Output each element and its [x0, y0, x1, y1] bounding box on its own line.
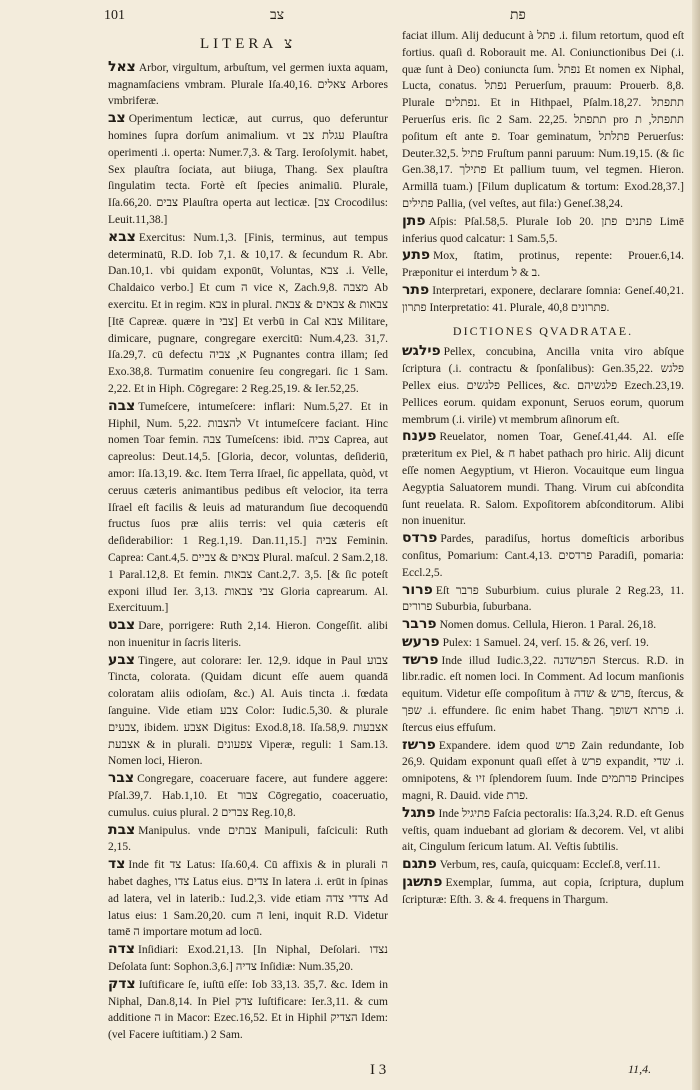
entry-headword: צבט [108, 617, 136, 634]
entry-text: Tingere, aut colorare: Ier. 12,9. idque in Paul צבוע Tincta, colorata. (Quidam dicunt eſſe auem quandā coloratam aliis odioſam, &c.) Al. Auis tincta .i. fœdata ſanguine. Vide etiam צבע Color: Iudic.5,30. & plurale צבעים, ibidem. אצבע Digitus: Exod.8,18. Iſa.58,9. אצבעות & אצבעת in plurali. צפעונים Viperæ, reguli: 1 Sam.13. Nomen loci, Hieron. [108, 654, 388, 768]
entry-headword: פרור [402, 581, 433, 598]
entry-text: Pardes, paradiſus, hortus domeſticis arboribus conſitus, Pomarium: Cant.4,13. פרדסים Paradiſi, pomaria: Eccl.2,5. [402, 533, 684, 579]
entry-text: Inſidiari: Exod.21,13. [In Niphal, Deſolari. נצדו Deſolata ſunt: Sophon.3,6.] צדיה Inſidiæ: Num.35,20. [108, 944, 388, 974]
entry-text: Operimentum lecticæ, aut currus, quo deferuntur homines ſupra dorſum animalium. vt עגלת צב Plauſtra operimenti .i. operta: Numer.7,3. & Targ. Ieroſolymit. habet, Sex plauſtra ſociata, aut biiuga, Thang. Sex plauſtra ſingulatim tecta. Fortè eſt ſpecies animaliū. Plurale, Iſa.66,20. צבים Plauſtra operta aut lecticæ. [צב Crocodilus: Leuit.11,38.] [108, 113, 388, 226]
entry-headword: צאל [108, 58, 136, 75]
entry-headword: פתע [402, 247, 431, 264]
entry-text: Tumeſcere, intumeſcere: inflari: Num.5,27. Et in Hiphil, Num. 5,22. להצבות Vt intumeſcere faciant. Hinc nomen Toar femin. צבה Tumeſcens: ibid. צביה Caprea, aut capreolus: Deut.14,5. [Gloria, decor, voluntas, deſideriū, amor: Iſa.13,19. &c. Item Terra Iſrael, ſic appellata, quòd, vt ceruus cæteris animantibus pedibus eſt velocior, ita terra Iſrael eſt facilis & leuis ad maturandum ſiue decoquendū fructus ſuos præ aliis terris: vel quia cæteris eſt deſiderabilior: 1 Reg.1,19. Dan.11,15.] צביה Feminin. Caprea: Cant.4,5. צבאים & צביים Plural. maſcul. 2 Sam.2,18. 1 Paral.12,8. Et femin. צבאות Cant.2,7. 3,5. [& ſic poteſt exponi illud Ier. 3,13. צבי צבאות Gloria caprearum. Al. Exercituum.] [108, 400, 389, 615]
dictionary-entry [108, 941, 388, 976]
dictionary-entry [402, 582, 684, 617]
dictionary-entry [108, 770, 388, 821]
dictionary-entry [108, 398, 388, 617]
dictionary-entry [108, 652, 388, 771]
signature-mark: I 3 [370, 1062, 387, 1078]
dictionary-entry [402, 874, 684, 909]
continuation-text: faciat illum. Alij deducunt à פתל .i. filum retortum, quod eſt fortius. quaſi d. Roborauit me. Al. Coniunctionibus Dei (.i. quæ ſunt à Deo) coniuncta ſum. נפתל Et nomen ex Niphal, Lucta, conatus. נפתל Peruerſum, prauum: Prouerb. 8,8. Plurale נפתלים. Et in Hithpael, Pſalm.18,27. תתפתל Peruerſus eris. ſic 2 Sam. 22,25. תתפתל pro תתפתל, ת poſitum eſt ante פ. Toar geminatum, פתלתל Peruerſus: Deuter.32,5. פתיל Fruſtum panni paruum: Num.19,15. (& ſic Gen.38,17. פתילך Et pallium tuum, vel tegmen. Hieron. Armillā tuam.) [Filum duplicatum & tortum: Exod.28,37.] פתילים Pallia, (vel veſtes, aut fila:) Geneſ.38,24. [402, 30, 685, 210]
entry-headword: צבע [108, 651, 136, 668]
entry-text: Expandere. idem quod פרש Zain redundante, Iob 26,9. Quidam exponunt quaſi eſſet à פרש expandit, שדי .i. omnipotens, & זיו ſplendorem ſuum. Inde פרתמים Principes magni, R. Dauid. vide פרת. [402, 739, 684, 803]
entry-headword: פילגש [402, 343, 441, 360]
entry-headword: פרעש [402, 633, 440, 650]
entry-text: Pulex: 1 Samuel. 24, verſ. 15. & 26, verſ. 19. [442, 636, 649, 649]
entry-text: Reuelator, nomen Toar, Geneſ.41,44. Al. eſſe præteritum ex Piel, & ח habet pathach pro hiric. Alij dicunt eſſe nomen Aegyptium, vt Hieron. Vocauitque eum lingua Aegyptia Saluatorem mundi. Thang. Virum cui abſcondita ſunt reuelata. R. Salom. Expoſitorem abſconditorum. Alibi non inuenitur. [402, 431, 684, 528]
entry-text: Arbor, virgultum, arbuſtum, vel germen iuxta aquam, magnamſaciens vmbram. Plurale Iſa.40,16. צאלים Arbores vmbriferæ. [108, 61, 388, 108]
entry-headword: פרבר [402, 616, 437, 633]
entry-text: Iuſtificare ſe, iuſtū eſſe: Iob 33,13. 35,7. &c. Idem in Niphal, Dan.8,14. In Piel צדק Iuſtificare: Ier.3,11. & cum additione ה in Macor: Ezec.16,52. Et in Hiphil הצדיק Idem: (vel Facere iuſtitiam.) 2 Sam. [108, 978, 389, 1042]
dictionary-entry [402, 247, 684, 282]
dictionary-entry [402, 213, 684, 248]
dictionary-entry [402, 343, 684, 428]
dictionary-entry [402, 282, 684, 317]
entry-headword: צבר [108, 770, 135, 787]
entry-text: Mox, ſtatim, protinus, repente: Prouer.6,14. Præponitur ei interdum ב & ל. [402, 250, 684, 280]
entry-headword: צבת [108, 821, 136, 838]
entry-headword: צב [108, 110, 126, 127]
dictionary-entry [402, 856, 684, 874]
dictionary-entry [108, 617, 388, 652]
dictionary-entry [108, 822, 388, 857]
entry-text: Nomen domus. Cellula, Hieron. 1 Paral. 26,18. [439, 619, 657, 632]
dictionary-entry [402, 737, 684, 805]
entry-headword: פענח [402, 428, 437, 445]
entry-text: Congregare, coaceruare facere, aut fundere aggere: Pſal.39,7. Hab.1,10. Et צבור Cōgregatio, coaceruatio, cumulus. cuius plural. צברים 2 Reg.10,8. [108, 773, 388, 819]
entry-text: Pellex, concubina, Ancilla vnita viro abſque ſcriptura (.i. contractu & ſponſalibus): Gen.35,22. פלגש Pellex eius. פלגשים Pellices, &c. פלגשיהם Ezech.23,19. Pellices eorum. quidam exponunt, Seruos eorum, quorum membrum (.i. virile) vt membrum aſinorum eſt. [402, 346, 684, 426]
entry-headword: פתגם [402, 856, 437, 873]
entry-text: Eſt פרבר Suburbium. cuius plurale 2 Reg.23, 11. פרורים Suburbia, ſuburbana. [402, 584, 684, 614]
right-entries-b [402, 343, 684, 908]
running-head-right: פת [510, 8, 526, 23]
entry-headword: פרדס [402, 530, 438, 547]
page-number: 101 [104, 8, 125, 23]
entry-headword: צבא [108, 228, 136, 245]
entry-text: Dare, porrigere: Ruth 2,14. Hieron. Congeſſit. alibi non inuenitur in ſacris literis. [108, 620, 388, 649]
entry-headword: צד [108, 856, 126, 873]
dictionary-entry [402, 805, 684, 856]
entry-text: Aſpis: Pſal.58,5. Plurale Iob 20. פתנים פתן Limē inferius quod calcatur: 1 Sam.5,5. [402, 215, 684, 245]
section-title-dictiones: DICTIONES QVADRATAE. [452, 323, 634, 338]
entry-text: Exercitus: Num.1,3. [Finis, terminus, aut tempus determinatū, R.D. Iob 7,1. & 10,17. & ſecundum R. Abr. Dan.10,1. vbi quidam exponūt, Voluntas, צבא .i. Velle, Chaldaico verbo.] Et cum ה vice א, Zach.9,8. מצבה Ab exercitu. Et in regim. צבא in plural. צבאות & צבאים & צבאת [Itē Capreæ. quære in צבי] Et verbū in Cal צבא Militare, dimicare, pugnare, congregare exercitū: Num.4,23. 31,7. Iſa.29,7. cū defectu א, צביה Pugnantes contra illam; ſed Exo.38,8. Turmatim conuenire ſeu congregari. ſic 1 Sam. 2,22. Et in Hiph. Cōgregare: 2 Reg.25,19. & Ier.52,25. [108, 231, 389, 395]
right-entries-a [402, 213, 684, 317]
entry-headword: פתר [402, 281, 430, 298]
dictionary-entry [402, 652, 684, 737]
dictionary-entry [402, 530, 684, 581]
entry-headword: פרשד [402, 651, 439, 668]
entry-text: Inde פתיגיל Faſcia pectoralis: Iſa.3,24. R.D. eſt Genus veſtis, quam induebant ad gloriam & decorem. Vel, vt alibi ait, Cingulum ſericum latum. Al. Veſtis ſubtilis. [402, 807, 684, 854]
left-entries [108, 59, 388, 1044]
dictionary-entry [108, 59, 388, 110]
catchword: 11,4. [628, 1062, 652, 1076]
dictionary-entry [402, 634, 684, 652]
entry-headword: פתשגן [402, 874, 443, 891]
entry-text: Manipulus. vnde צבתים Manipuli, faſciculi: Ruth 2,15. [108, 824, 388, 854]
entry-text: Inde illud Iudic.3,22. הפרשדנה Stercus. R.D. in libr.radic. eſt nomen loci. In Comment. Ad locum manſionis equitum. Videtur eſſe compoſitum à פרש & שדה, ſtercus, & שפך .i. effundere. ſic enim habet Thang. פרתא דשופך .i. ſtercus eius effuſum. [402, 654, 685, 734]
page-gutter [692, 0, 700, 1090]
dictionary-entry [108, 856, 388, 941]
entry-text: Inde fit צד Latus: Iſa.60,4. Cū affixis & in plurali ה habet daghes, צדו Latus eius. צדים In latera .i. erūt in ſpinas ad latera, vel in laterib.: Iud.2,3. vide etiam צדדי צדה Ad latus eius: 1 Sam.20,20. cum ה leni, inquit R.D. Videtur tamē ה importare motum ad locū. [108, 859, 389, 939]
entry-text: Interpretari, exponere, declarare ſomnia: Geneſ.40,21. פתרון Interpretatio: 41. Plurale, פתרונים 40,8. [402, 284, 684, 314]
entry-headword: צדק [108, 975, 136, 992]
entry-headword: צדה [108, 941, 135, 958]
left-column [108, 28, 388, 1044]
dictionary-entry [108, 976, 388, 1044]
entry-text: Verbum, res, cauſa, quicquam: Eccleſ.8, verſ.11. [439, 859, 661, 872]
dictionary-entry [402, 428, 684, 530]
entry-headword: פתן [402, 212, 426, 229]
entry-headword: צבה [108, 397, 136, 414]
dictionary-entry [108, 110, 388, 229]
entry-headword: פתגל [402, 804, 436, 821]
right-column [402, 28, 684, 909]
entry-headword: פרשז [402, 736, 436, 753]
dictionary-entry [402, 616, 684, 634]
entry-text: Exemplar, ſumma, aut copia, ſcriptura, duplum ſcripturæ: Eſth. 3. & 4. frequens in Thargum. [402, 877, 684, 906]
section-title-litera: LITERA צ [199, 36, 297, 52]
dictionary-entry [108, 229, 388, 398]
running-head-left: צב [270, 8, 285, 23]
